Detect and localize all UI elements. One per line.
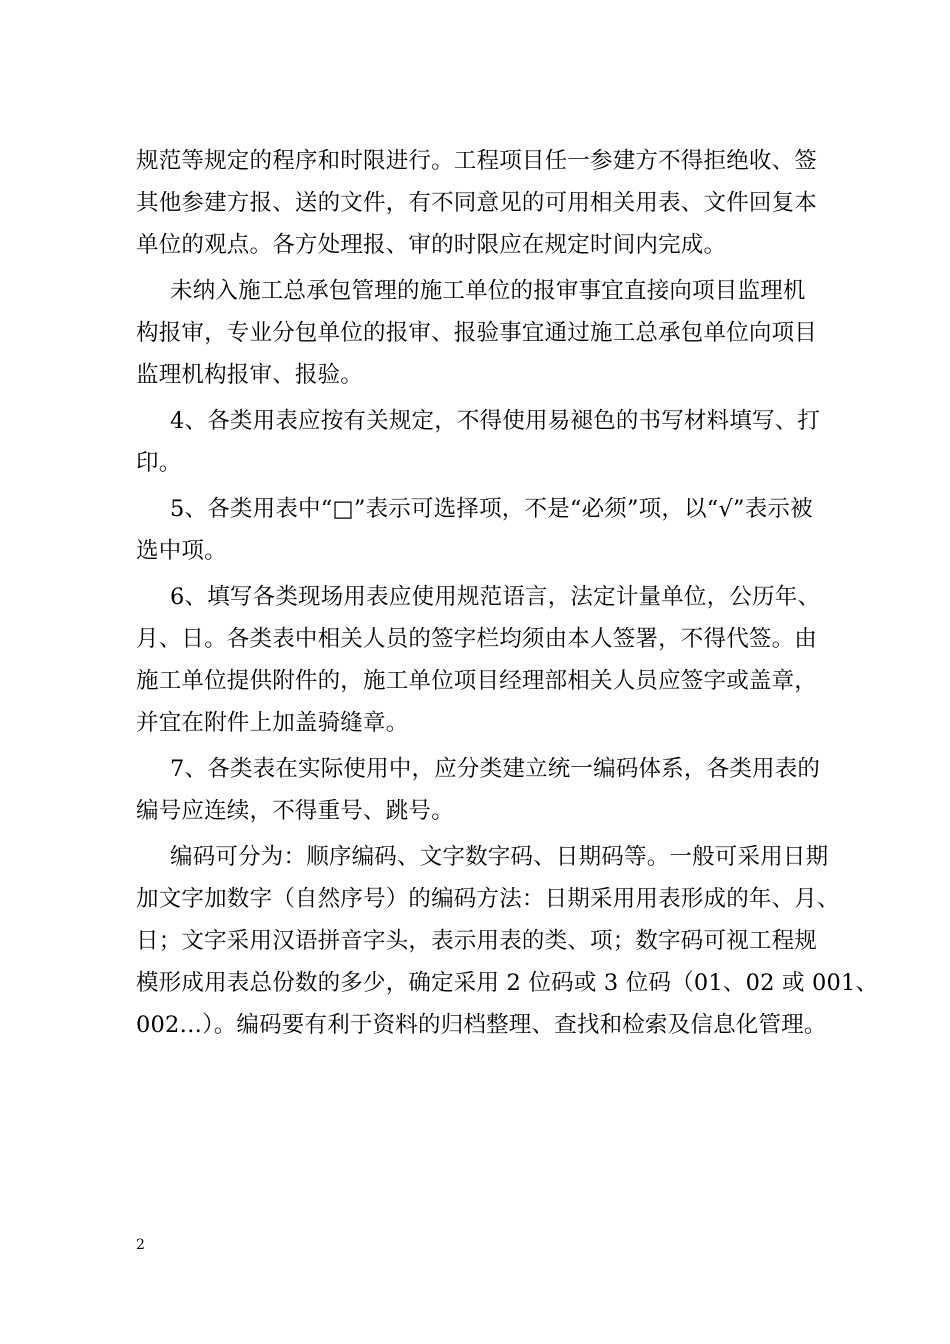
paragraph-2 — [136, 270, 826, 396]
paragraph-item-4 — [136, 400, 826, 484]
text-line: 单位的观点。各方处理报、审的时限应在规定时间内完成。 — [136, 232, 727, 258]
paragraph-item-7 — [136, 748, 826, 832]
text-line: 7、各类表在实际使用中，应分类建立统一编码体系，各类用表的 — [170, 756, 821, 782]
paragraph-coding — [136, 836, 879, 1046]
text-line: 6、填写各类现场用表应使用规范语言，法定计量单位，公历年、 — [170, 584, 821, 610]
text-line: 模形成用表总份数的多少，确定采用 2 位码或 3 位码（01、02 或 001、 — [136, 970, 879, 996]
text-line: 4、各类用表应按有关规定，不得使用易褪色的书写材料填写、打 — [170, 408, 821, 434]
text-line: 施工单位提供附件的，施工单位项目经理部相关人员应签字或盖章， — [136, 668, 818, 694]
paragraph-item-5 — [136, 488, 826, 572]
text-line: 5、各类用表中“□”表示可选择项，不是“必须”项，以“√”表示被 — [170, 496, 813, 522]
text-line: 月、日。各类表中相关人员的签字栏均须由本人签署，不得代签。由 — [136, 626, 818, 652]
text-line: 选中项。 — [136, 538, 227, 564]
body-text — [136, 140, 879, 1050]
text-line: 规范等规定的程序和时限进行。工程项目任一参建方不得拒绝收、签 — [136, 148, 818, 174]
text-line: 未纳入施工总承包管理的施工单位的报审事宜直接向项目监理机 — [170, 278, 806, 304]
text-line: 加文字加数字（自然序号）的编码方法：日期采用用表形成的年、月、 — [136, 886, 840, 912]
text-line: 编号应连续，不得重号、跳号。 — [136, 798, 454, 824]
paragraph-1 — [136, 140, 826, 266]
text-line: 印。 — [136, 450, 182, 476]
text-line: 并宜在附件上加盖骑缝章。 — [136, 710, 409, 736]
text-line: 构报审，专业分包单位的报审、报验事宜通过施工总承包单位向项目 — [136, 320, 818, 346]
text-line: 日；文字采用汉语拼音字头，表示用表的类、项；数字码可视工程规 — [136, 928, 818, 954]
paragraph-item-6 — [136, 576, 826, 744]
text-line: 002…）。编码要有利于资料的归档整理、查找和检索及信息化管理。 — [136, 1012, 827, 1038]
page-number: 2 — [136, 1237, 145, 1253]
text-line: 编码可分为：顺序编码、文字数字码、日期码等。一般可采用日期 — [170, 844, 829, 870]
text-line: 其他参建方报、送的文件，有不同意见的可用相关用表、文件回复本 — [136, 190, 818, 216]
text-line: 监理机构报审、报验。 — [136, 362, 364, 388]
